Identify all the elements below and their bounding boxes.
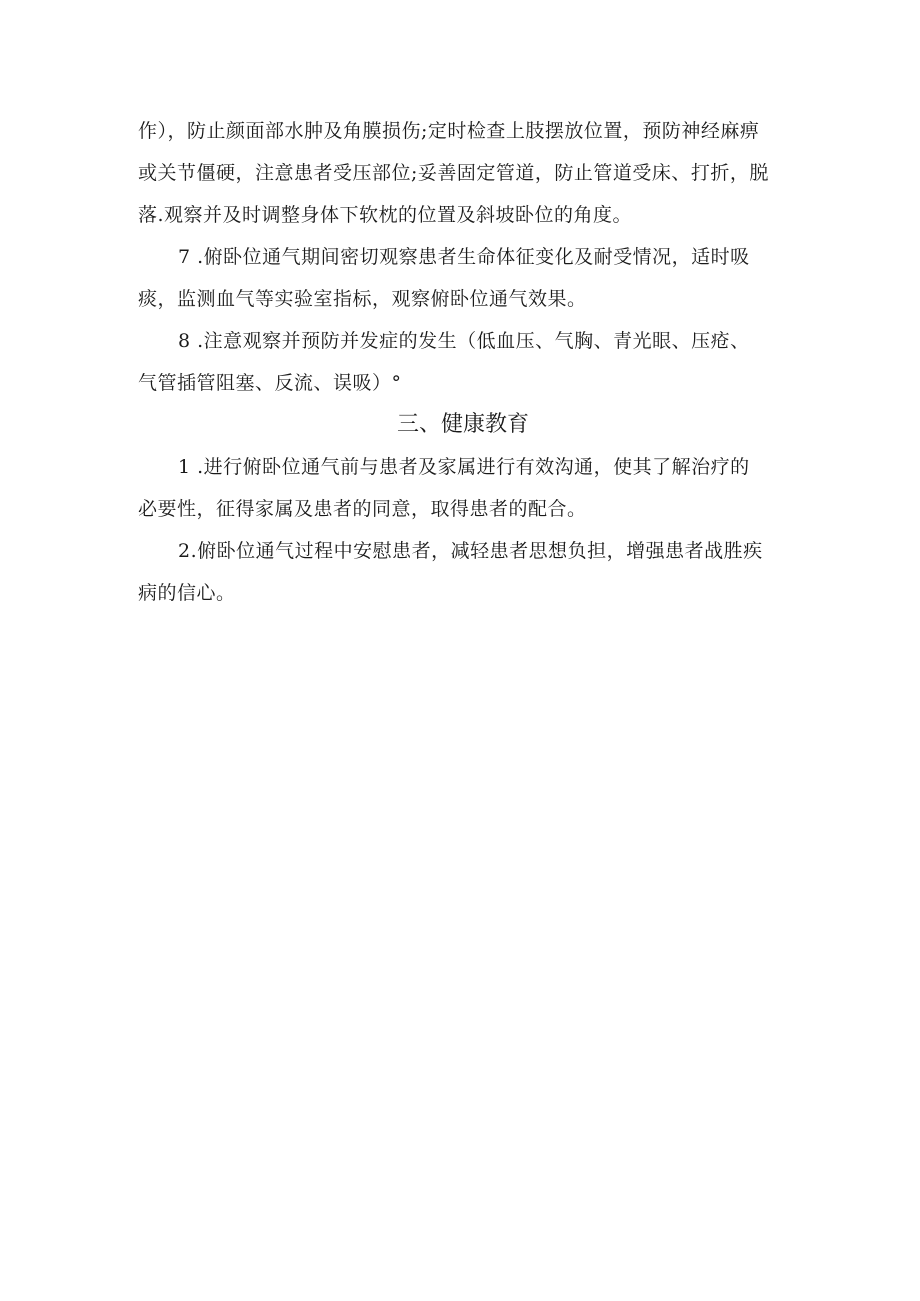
text-line: 病的信心。: [138, 582, 236, 604]
text-line: 落.观察并及时调整身体下软枕的位置及斜坡卧位的角度。: [138, 204, 633, 226]
text-line: 7 .俯卧位通气期间密切观察患者生命体征变化及耐受情况，适时吸: [178, 246, 750, 268]
section-title: 三、健康教育: [396, 412, 529, 437]
paragraph-continuation: [138, 110, 788, 236]
text-line: 或关节僵硬，注意患者受压部位;妥善固定管道，防止管道受床、打折，脱: [138, 162, 769, 184]
text-line: 作），防止颜面部水肿及角膜损伤;定时检查上肢摆放位置，预防神经麻痹: [138, 120, 760, 142]
paragraph-education-1: [138, 446, 788, 530]
text-line: 必要性，征得家属及患者的同意，取得患者的配合。: [138, 498, 587, 520]
text-line: 8 .注意观察并预防并发症的发生（低血压、气胸、青光眼、压疮、: [178, 330, 750, 352]
text-line: 气管插管阻塞、反流、误吸）°: [138, 372, 402, 394]
text-line: 1 .进行俯卧位通气前与患者及家属进行有效沟通，使其了解治疗的: [178, 456, 750, 478]
paragraph-item-8: [138, 320, 788, 404]
paragraph-item-7: [138, 236, 788, 320]
text-line: 痰，监测血气等实验室指标，观察俯卧位通气效果。: [138, 288, 587, 310]
paragraph-education-2: [138, 530, 788, 614]
document-page: [138, 110, 788, 614]
text-line: 2.俯卧位通气过程中安慰患者，减轻患者思想负担，增强患者战胜疾: [178, 540, 763, 562]
